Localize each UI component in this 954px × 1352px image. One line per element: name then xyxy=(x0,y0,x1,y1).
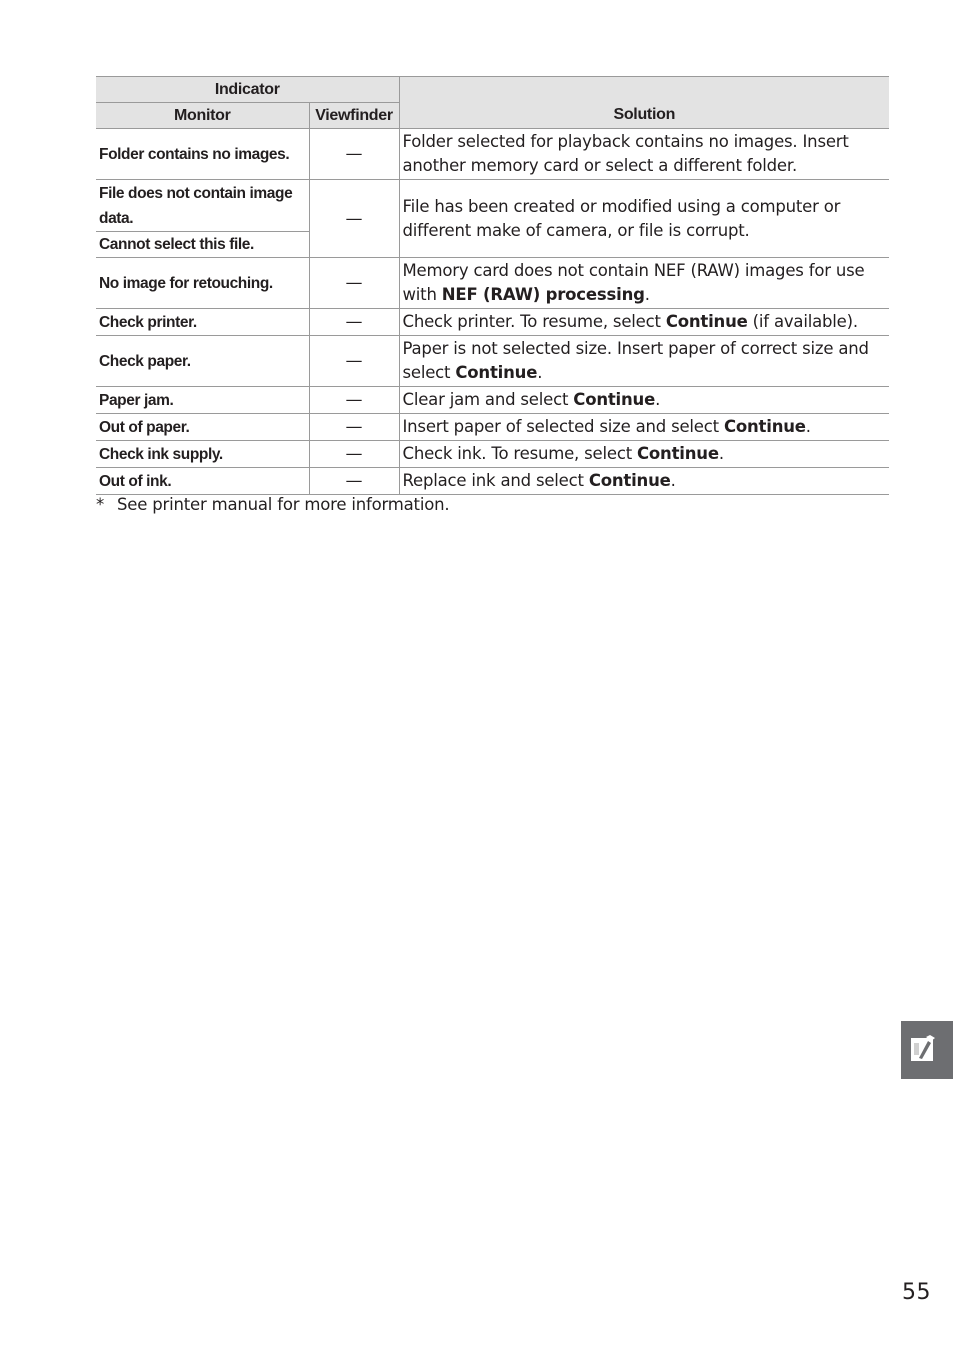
table-row xyxy=(96,387,889,414)
solution-header: Solution xyxy=(399,77,889,129)
solution-segment: Clear jam and select xyxy=(402,390,574,409)
table-row xyxy=(96,309,889,336)
footnote xyxy=(96,493,449,517)
technical-notes-icon xyxy=(910,1035,936,1063)
solution-segment: . xyxy=(537,363,543,382)
menu-option-name: Continue xyxy=(573,390,656,409)
solution-segment: Check printer. To resume, select xyxy=(402,312,666,331)
monitor-message: Check paper. xyxy=(96,336,309,387)
section-tab xyxy=(901,1021,953,1079)
solution-text xyxy=(399,129,889,180)
solution-segment: . xyxy=(805,417,811,436)
viewfinder-indicator: — xyxy=(309,468,399,495)
monitor-message: File does not contain image data. xyxy=(96,180,309,232)
table-row xyxy=(96,336,889,387)
solution-text xyxy=(399,180,889,258)
footnote-text: See printer manual for more information. xyxy=(117,495,450,514)
menu-option-name: NEF (RAW) processing xyxy=(441,285,645,304)
monitor-message: Out of ink. xyxy=(96,468,309,495)
solution-segment: . xyxy=(644,285,650,304)
solution-segment: Folder selected for playback contains no images. Insert another memory card or select a different folder. xyxy=(402,132,849,175)
solution-text xyxy=(399,441,889,468)
indicator-header: Indicator xyxy=(96,77,399,103)
error-message-table xyxy=(96,76,889,495)
solution-segment: (if available). xyxy=(747,312,858,331)
monitor-header: Monitor xyxy=(96,103,309,129)
monitor-message: Paper jam. xyxy=(96,387,309,414)
solution-text xyxy=(399,309,889,336)
monitor-message: Check ink supply. xyxy=(96,441,309,468)
menu-option-name: Continue xyxy=(588,471,671,490)
viewfinder-header: Viewfinder xyxy=(309,103,399,129)
monitor-message: Cannot select this file. xyxy=(96,232,309,258)
table-row xyxy=(96,180,889,232)
solution-text xyxy=(399,336,889,387)
table-body xyxy=(96,129,889,495)
solution-segment: Paper is not selected size. Insert paper of correct size and select xyxy=(402,339,869,382)
solution-segment: . xyxy=(670,471,676,490)
table-row xyxy=(96,414,889,441)
solution-segment: . xyxy=(655,390,661,409)
viewfinder-indicator: — xyxy=(309,414,399,441)
menu-option-name: Continue xyxy=(723,417,806,436)
viewfinder-indicator: — xyxy=(309,387,399,414)
solution-text xyxy=(399,468,889,495)
solution-text xyxy=(399,414,889,441)
viewfinder-indicator: — xyxy=(309,336,399,387)
page-number: 55 xyxy=(902,1280,931,1305)
table-row xyxy=(96,468,889,495)
monitor-message: Out of paper. xyxy=(96,414,309,441)
solution-segment: Check ink. To resume, select xyxy=(402,444,638,463)
table-row xyxy=(96,441,889,468)
solution-segment: . xyxy=(718,444,724,463)
viewfinder-indicator: — xyxy=(309,441,399,468)
menu-option-name: Continue xyxy=(637,444,719,463)
solution-text xyxy=(399,387,889,414)
monitor-message: Folder contains no images. xyxy=(96,129,309,180)
footnote-mark: * xyxy=(96,495,105,514)
solution-segment: Replace ink and select xyxy=(402,471,589,490)
solution-text xyxy=(399,258,889,309)
table-row xyxy=(96,258,889,309)
table-row xyxy=(96,129,889,180)
solution-segment: Memory card does not contain NEF (RAW) images for use with xyxy=(402,261,865,304)
viewfinder-indicator: — xyxy=(309,129,399,180)
menu-option-name: Continue xyxy=(455,363,538,382)
solution-segment: File has been created or modified using a computer or different make of camera, or file is corrupt. xyxy=(402,196,841,240)
monitor-message: Check printer. xyxy=(96,309,309,336)
monitor-message: No image for retouching. xyxy=(96,258,309,309)
viewfinder-indicator: — xyxy=(309,180,399,258)
solution-segment: Insert paper of selected size and select xyxy=(402,417,724,436)
viewfinder-indicator: — xyxy=(309,258,399,309)
menu-option-name: Continue xyxy=(665,312,748,331)
viewfinder-indicator: — xyxy=(309,309,399,336)
